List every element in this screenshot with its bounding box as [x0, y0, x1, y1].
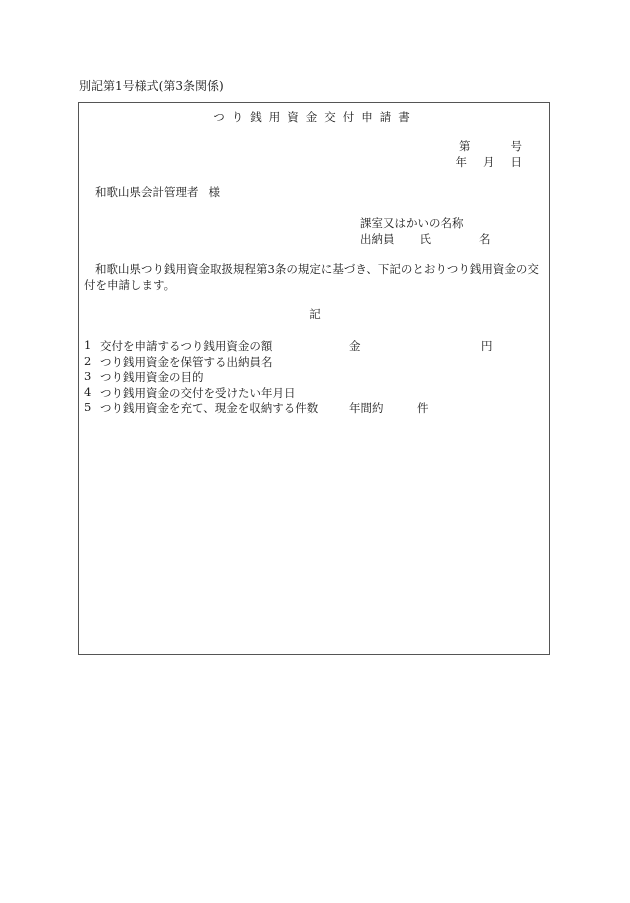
item-count-unit: 件 — [417, 401, 429, 416]
document-number-line — [79, 140, 522, 154]
application-form-box — [78, 102, 550, 655]
addressee-honorific: 様 — [208, 185, 220, 199]
addressee-name: 和歌山県会計管理者 — [95, 185, 199, 199]
item-text: 交付を申請するつり銭用資金の額 — [100, 339, 273, 353]
date-year: 年 — [455, 155, 467, 169]
form-reference: 別記第1号様式(第3条関係) — [79, 79, 224, 93]
item-text: つり銭用資金の交付を受けたい年月日 — [100, 385, 296, 400]
item-amount-prefix: 金 — [349, 339, 361, 353]
clerk-label: 出納員 — [360, 232, 395, 246]
clerk-surname-label: 氏 — [419, 232, 431, 246]
clerk-line — [360, 233, 491, 247]
department-label: 課室又はかいの名称 — [360, 216, 464, 230]
item-count-prefix: 年間約 — [349, 401, 384, 416]
item-number: 3 — [84, 369, 92, 384]
item-number: 4 — [84, 384, 92, 399]
item-amount-unit: 円 — [481, 339, 493, 353]
clerk-given-label: 名 — [479, 232, 491, 246]
date-month: 月 — [483, 155, 495, 169]
item-number: 2 — [84, 353, 92, 368]
item-text: つり銭用資金を保管する出納員名 — [100, 354, 273, 369]
date-day: 日 — [510, 155, 522, 169]
ki-heading: 記 — [309, 307, 321, 321]
item-text: つり銭用資金を充て、現金を収納する件数 — [100, 401, 319, 416]
addressee — [95, 186, 220, 200]
item-number: 5 — [84, 400, 92, 415]
date-line — [79, 156, 522, 170]
item-text: つり銭用資金の目的 — [100, 370, 204, 385]
item-number: 1 — [84, 338, 92, 352]
request-body-text: 和歌山県つり銭用資金取扱規程第3条の規定に基づき、下記のとおりつり銭用資金の交付を申請します。 — [84, 262, 539, 293]
number-prefix: 第 — [459, 139, 471, 153]
document-title: つり銭用資金交付申請書 — [213, 110, 417, 124]
number-suffix: 号 — [510, 139, 522, 153]
